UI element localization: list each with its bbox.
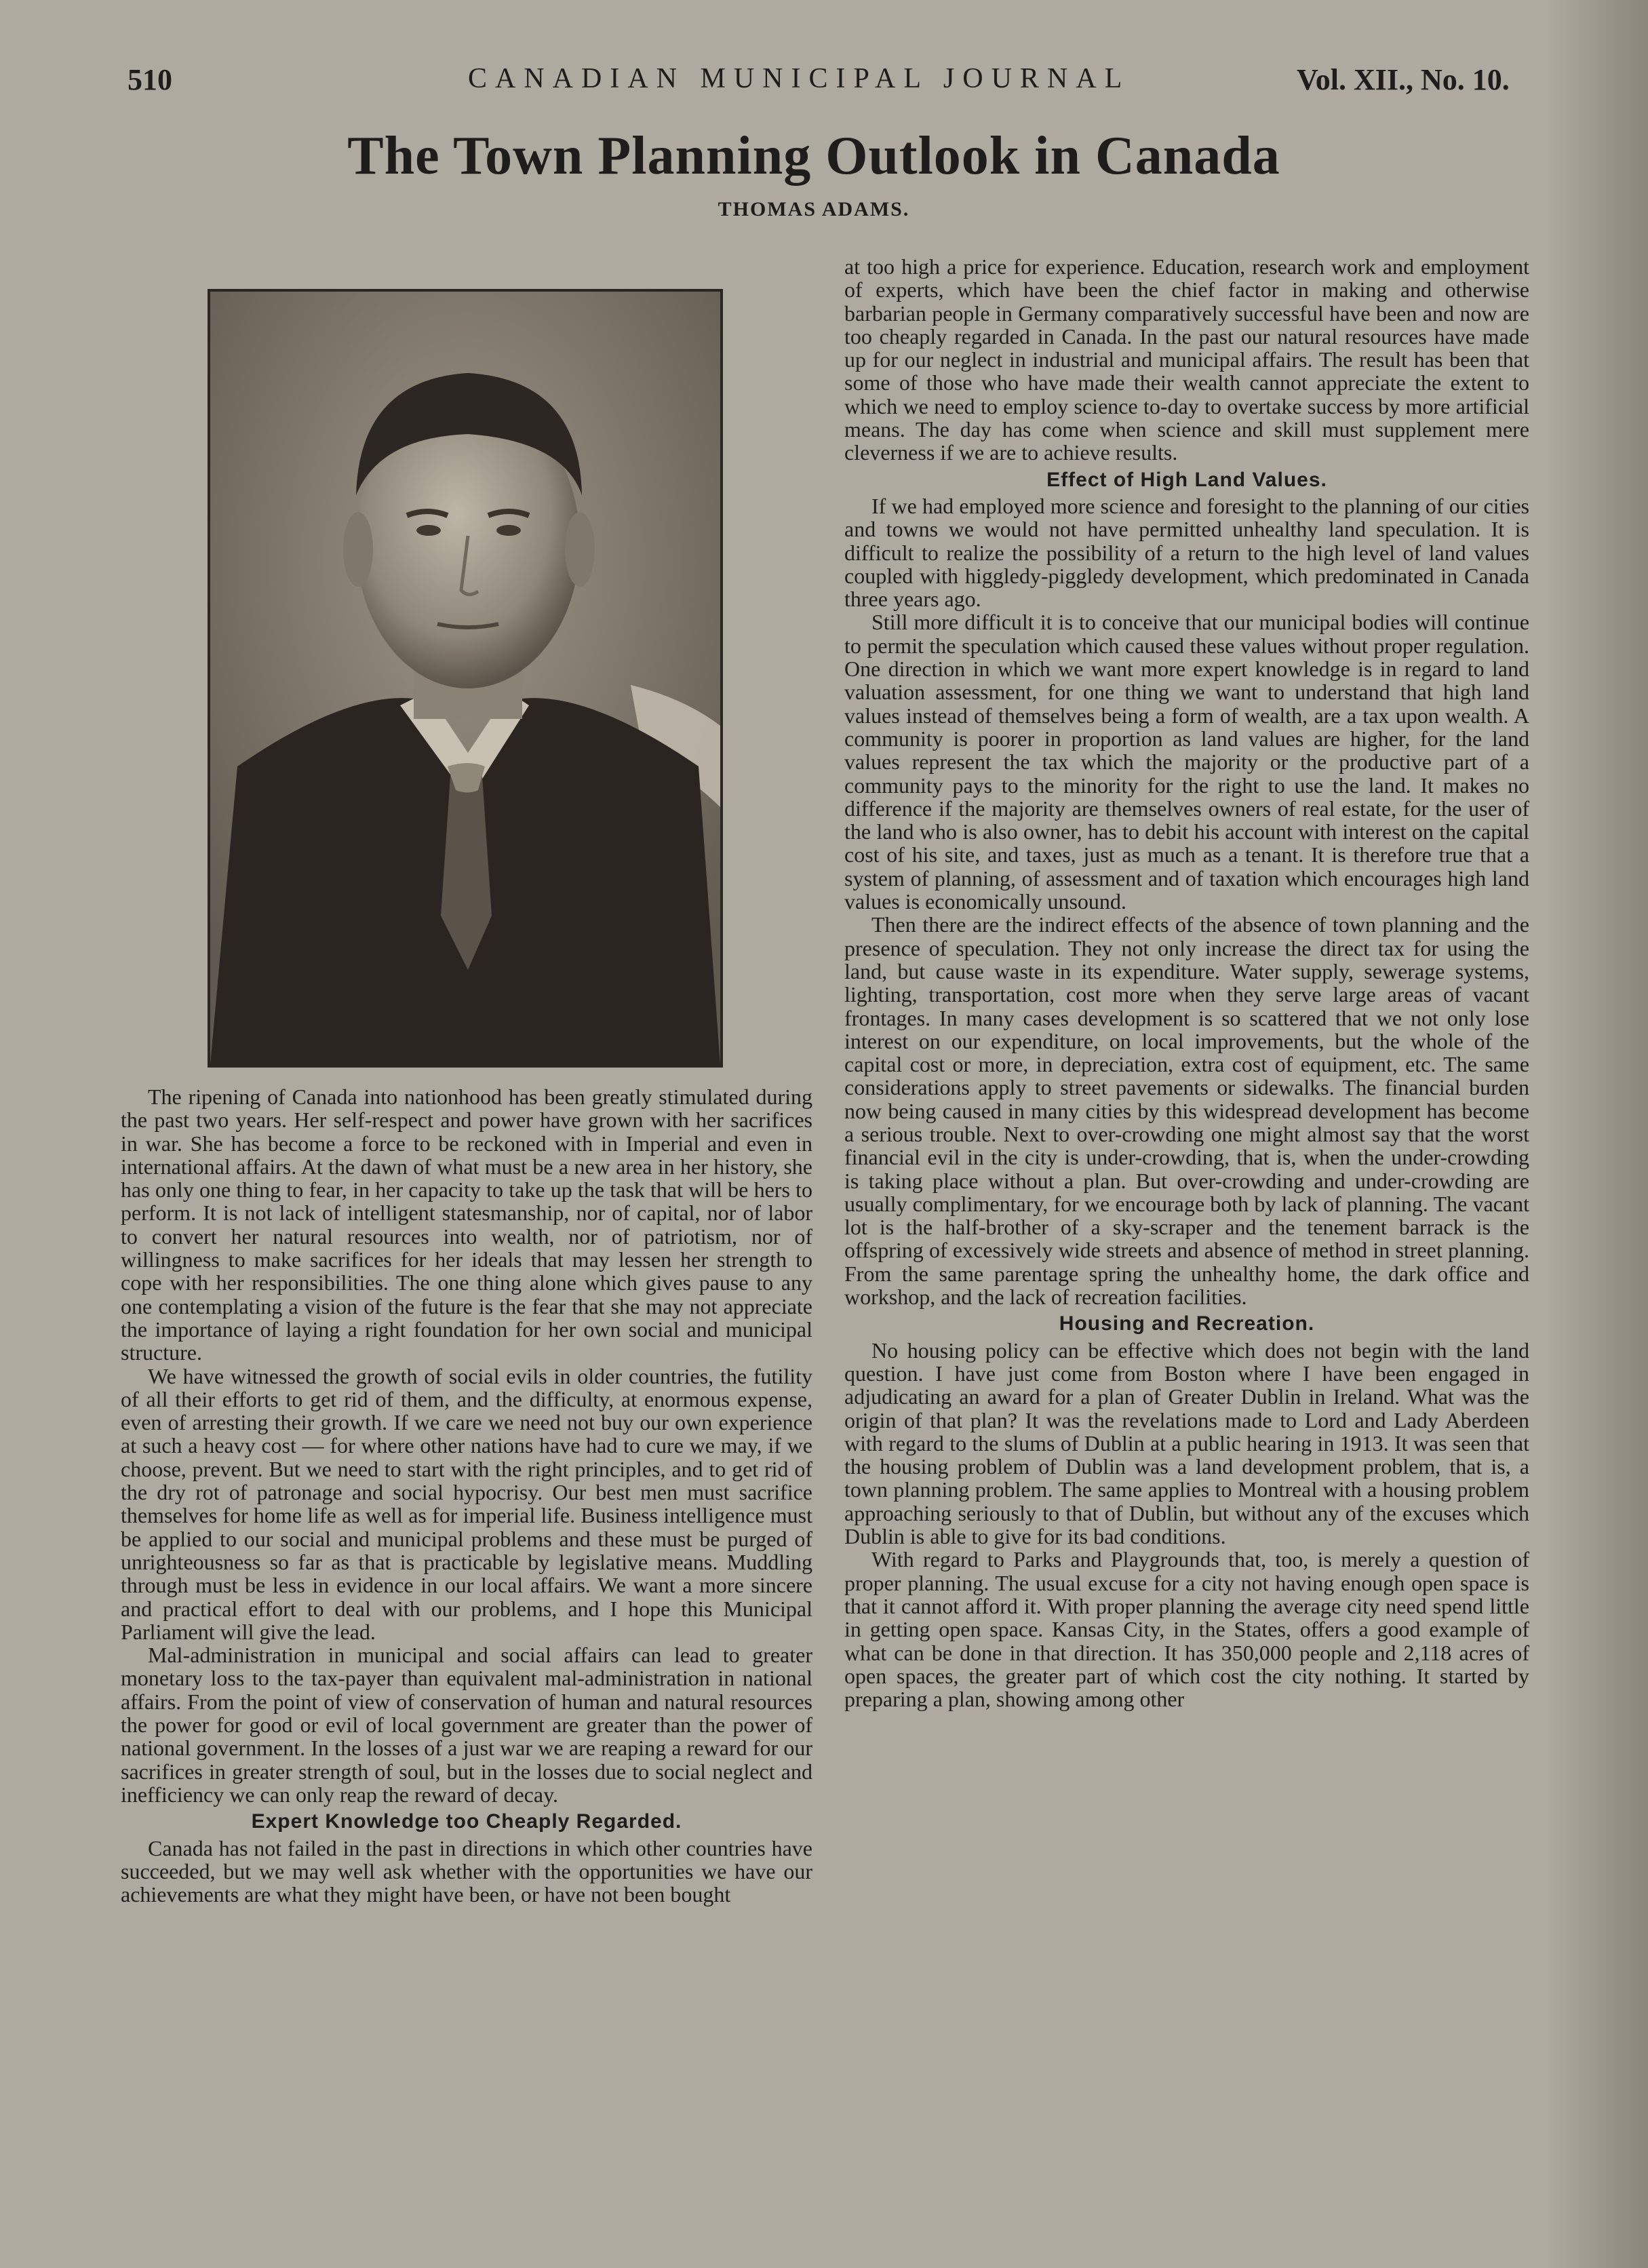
left-column [121, 1085, 812, 1906]
section-heading: Housing and Recreation. [1059, 1312, 1315, 1335]
right-column [844, 255, 1529, 1710]
paragraph: If we had employed more science and foresight to the planning of our cities and towns we would not have permitted unhealthy land speculation. It is difficult to realize the possibility of a return to the high level of land values coupled with higgledy-piggledy development, which predominated in Canada three years ago. [844, 493, 1529, 612]
paragraph: at too high a price for experience. Education, research work and employment of experts, which have been the chief factor in making and otherwise barbarian people in Germany comparatively successful have been and now are too cheaply regarded in Canada. In the past our natural resources have made up for our neglect in industrial and municipal affairs. The result has been that some of those who have made their wealth cannot appreciate the extent to which we need to employ science to-day to overtake success by more artificial means. The day has come when science and skill must supplement mere cleverness if we are to achieve results. [844, 254, 1529, 465]
paragraph: We have witnessed the growth of social evils in older countries, the futility of all their efforts to get rid of them, and the difficulty, at enormous expense, even of arresting their growth. If we care we need not buy our own experience at such a heavy cost — for where other nations have had to cure we may, if we choose, prevent. But we need to start with the right principles, and to get rid of the dry rot of patronage and social hypocrisy. Our best men must sacrifice themselves for home life as well as for imperial life. Business intelligence must be applied to our social and municipal problems and these must be purged of unrighteousness so far as that is practicable by legislative means. Muddling through must be less in evidence in our local affairs. We want a more sincere and practical effort to deal with our problems, and I hope this Municipal Parliament will give the lead. [121, 1363, 812, 1644]
paragraph: Mal-administration in municipal and social affairs can lead to greater monetary loss to the tax-payer than equivalent mal-administration in national affairs. From the point of view of conservation of human and natural resources the power for good or evil of local government are greater than the power of national government. In the losses of a just war we are reaping a reward for our sacrifices in greater strength of soul, but in the losses due to social neglect and inefficiency we can only reap the reward of decay. [121, 1643, 812, 1807]
paragraph: No housing policy can be effective which does not begin with the land question. I have just come from Boston where I have been engaged in adjudicating an award for a plan of Greater Dublin in Ireland. What was the origin of that plan? It was the revelations made to Lord and Lady Aberdeen with regard to the slums of Dublin at a public hearing in 1913. It was seen that the housing problem of Dublin was a land development problem, that is, a town planning problem. The same applies to Montreal with a housing problem approaching seriously to that of Dublin, but without any of the excuses which Dublin is able to give for its bad conditions. [844, 1337, 1529, 1549]
journal-name: CANADIAN MUNICIPAL JOURNAL [468, 63, 1131, 94]
volume-issue: Vol. XII., No. 10. [1297, 63, 1510, 96]
paragraph: Then there are the indirect effects of the absence of town planning and the presence of speculation. They not only increase the direct tax for using the land, but cause waste in its expenditure. Water supply, sewerage systems, lighting, transportation, cost more when they serve large areas of vacant frontages. In many cases development is so scattered that we not only lose interest on our expenditure, on local improvements, but the whole of the capital cost or more, in depreciation, extra cost of equipment, etc. The same considerations apply to street pavements or sidewalks. The financial burden now being caused in many cities by this widespread development has become a serious trouble. Next to over-crowding one might almost say that the worst financial evil in the city is under-crowding, that is, when the under-crowding is taking place without a plan. But over-crowding and under-crowding are usually complimentary, for we encourage both by lack of planning. The vacant lot is the half-brother of a sky-scraper and the tenement barrack is the offspring of excessively wide streets and absence of method in street planning. From the same parentage spring the unhealthy home, the dark office and workshop, and the lack of recreation facilities. [844, 912, 1529, 1310]
paragraph: The ripening of Canada into nationhood has been greatly stimulated during the past two years. Her self-respect and power have grown with her sacrifices in war. She has become a force to be reckoned with in Imperial and even in international affairs. At the dawn of what must be a new area in her history, she has only one thing to fear, in her capacity to take up the task that will be hers to perform. It is not lack of intelligent statesmanship, nor of capital, nor of labor to convert her natural resources into wealth, nor of patriotism, nor of willingness to make sacrifices for her ideals that may lessen her strength to cope with her responsibilities. The one thing alone which gives pause to any one contemplating a vision of the future is the fear that she may not appreciate the importance of laying a right foundation for her own social and municipal structure. [121, 1084, 812, 1365]
paragraph: Still more difficult it is to conceive that our municipal bodies will continue to permit the speculation which caused these values without proper regulation. One direction in which we want more expert knowledge is in regard to land valuation assessment, for one thing we want to understand that high land values instead of themselves being a form of wealth, are a tax upon wealth. A community is poorer in proportion as land values are higher, for the land values represent the tax which the majority or the productive part of a community pays to the minority for the right to use the land. It makes no difference if the majority are themselves owners of real estate, for the user of the land who is also owner, has to debit his account with interest on the capital cost of his site, and taxes, just as much as a tenant. It is therefore true that a system of planning, of assessment and of taxation which encourages high land values is economically unsound. [844, 610, 1529, 914]
page-number: 510 [127, 63, 172, 96]
article-author: THOMAS ADAMS. [718, 198, 910, 220]
page-shadow [1546, 0, 1648, 2268]
section-heading: Effect of High Land Values. [1046, 468, 1327, 491]
author-portrait [208, 289, 723, 1068]
paragraph: With regard to Parks and Playgrounds that, too, is merely a question of proper planning. The usual excuse for a city not having enough open space is that it cannot afford it. With proper planning the average city need spend little in getting open space. Kansas City, in the States, offers a good example of what can be done in that direction. It has 350,000 people and 2,118 acres of open spaces, the greater part of which cost the city nothing. It started by preparing a plan, showing among other [844, 1547, 1529, 1712]
section-heading: Expert Knowledge too Cheaply Regarded. [251, 1810, 682, 1833]
article-title: The Town Planning Outlook in Canada [347, 126, 1280, 186]
paragraph: Canada has not failed in the past in directions in which other countries have succeeded, but we may well ask whether with the opportunities we have our achievements are what they might have been, or have not been bought [121, 1835, 812, 1907]
running-header [0, 62, 1648, 110]
